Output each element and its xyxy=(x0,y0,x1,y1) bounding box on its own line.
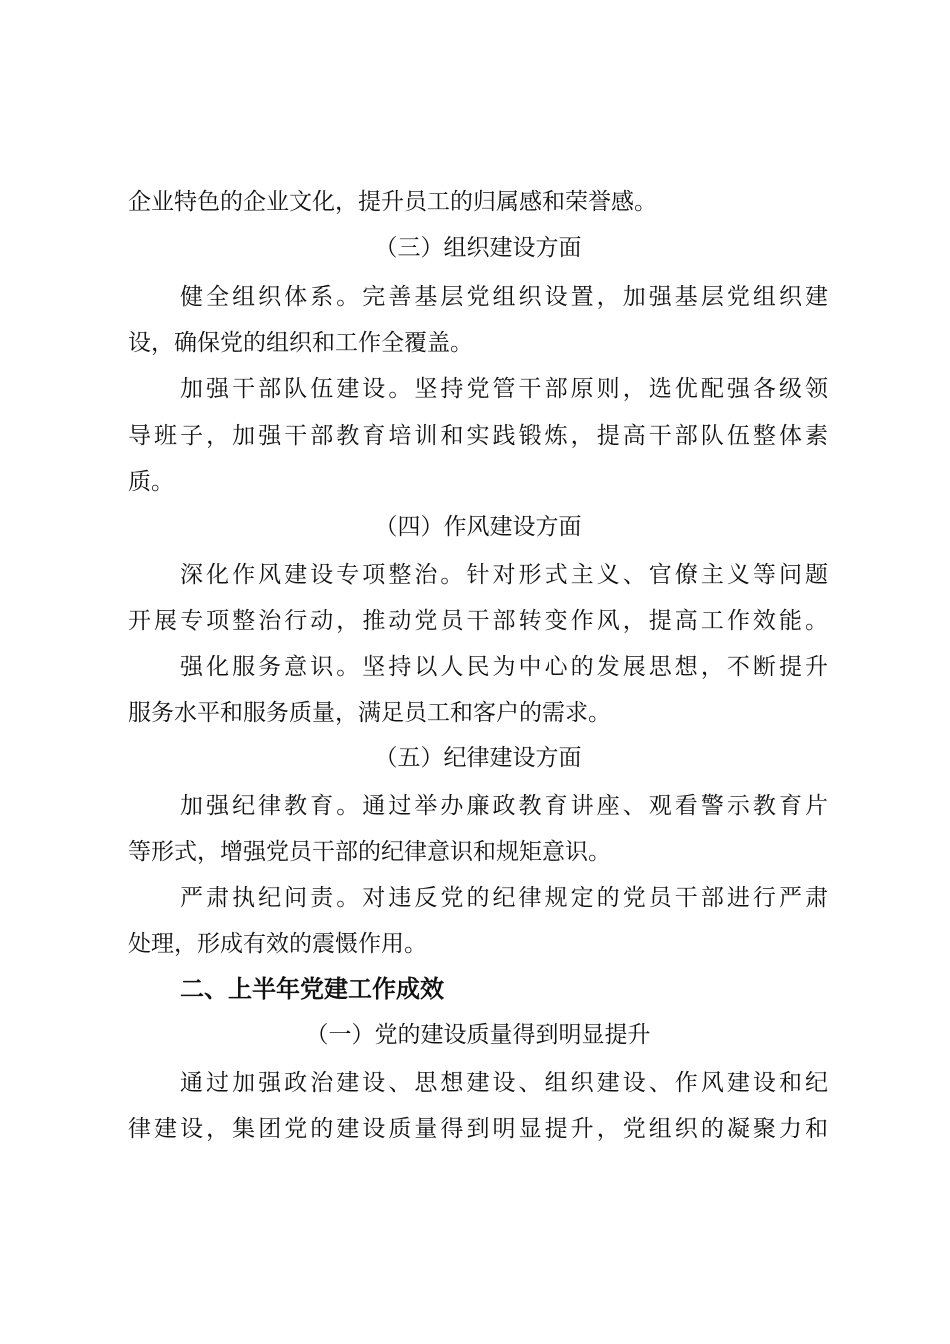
section-heading-organization: （三）组织建设方面 xyxy=(374,235,582,261)
paragraph-first-line: 严肃执纪问责。对违反党的纪律规定的党员干部进行严肃 xyxy=(180,885,828,911)
section-heading-discipline: （五）纪律建设方面 xyxy=(374,745,582,771)
chapter-heading-achievements: 二、上半年党建工作成效 xyxy=(180,975,444,1003)
paragraph-line: 律建设，集团党的建设质量得到明显提升，党组织的凝聚力和 xyxy=(128,1116,828,1142)
paragraph-line: 处理，形成有效的震慑作用。 xyxy=(128,931,427,957)
paragraph-continuation: 企业特色的企业文化，提升员工的归属感和荣誉感。 xyxy=(128,189,657,215)
paragraph-line: 设，确保党的组织和工作全覆盖。 xyxy=(128,330,473,356)
paragraph-line: 等形式，增强党员干部的纪律意识和规矩意识。 xyxy=(128,839,611,865)
paragraph-first-line: 加强纪律教育。通过举办廉政教育讲座、观看警示教育片 xyxy=(180,793,828,819)
paragraph-line: 导班子，加强干部教育培训和实践锻炼，提高干部队伍整体素 xyxy=(128,423,828,449)
paragraph-first-line: 健全组织体系。完善基层党组织设置，加强基层党组织建 xyxy=(180,284,828,310)
paragraph-first-line: 加强干部队伍建设。坚持党管干部原则，选优配强各级领 xyxy=(180,376,828,402)
section-heading-work-style: （四）作风建设方面 xyxy=(374,514,582,540)
paragraph-first-line: 强化服务意识。坚持以人民为中心的发展思想，不断提升 xyxy=(180,654,828,680)
section-heading-quality: （一）党的建设质量得到明显提升 xyxy=(305,1022,651,1048)
paragraph-line: 开展专项整治行动，推动党员干部转变作风，提高工作效能。 xyxy=(128,608,828,634)
paragraph-line: 质。 xyxy=(128,469,174,495)
paragraph-first-line: 深化作风建设专项整治。针对形式主义、官僚主义等问题 xyxy=(180,562,828,588)
paragraph-line: 服务水平和服务质量，满足员工和客户的需求。 xyxy=(128,700,611,726)
paragraph-first-line: 通过加强政治建设、思想建设、组织建设、作风建设和纪 xyxy=(180,1070,828,1096)
